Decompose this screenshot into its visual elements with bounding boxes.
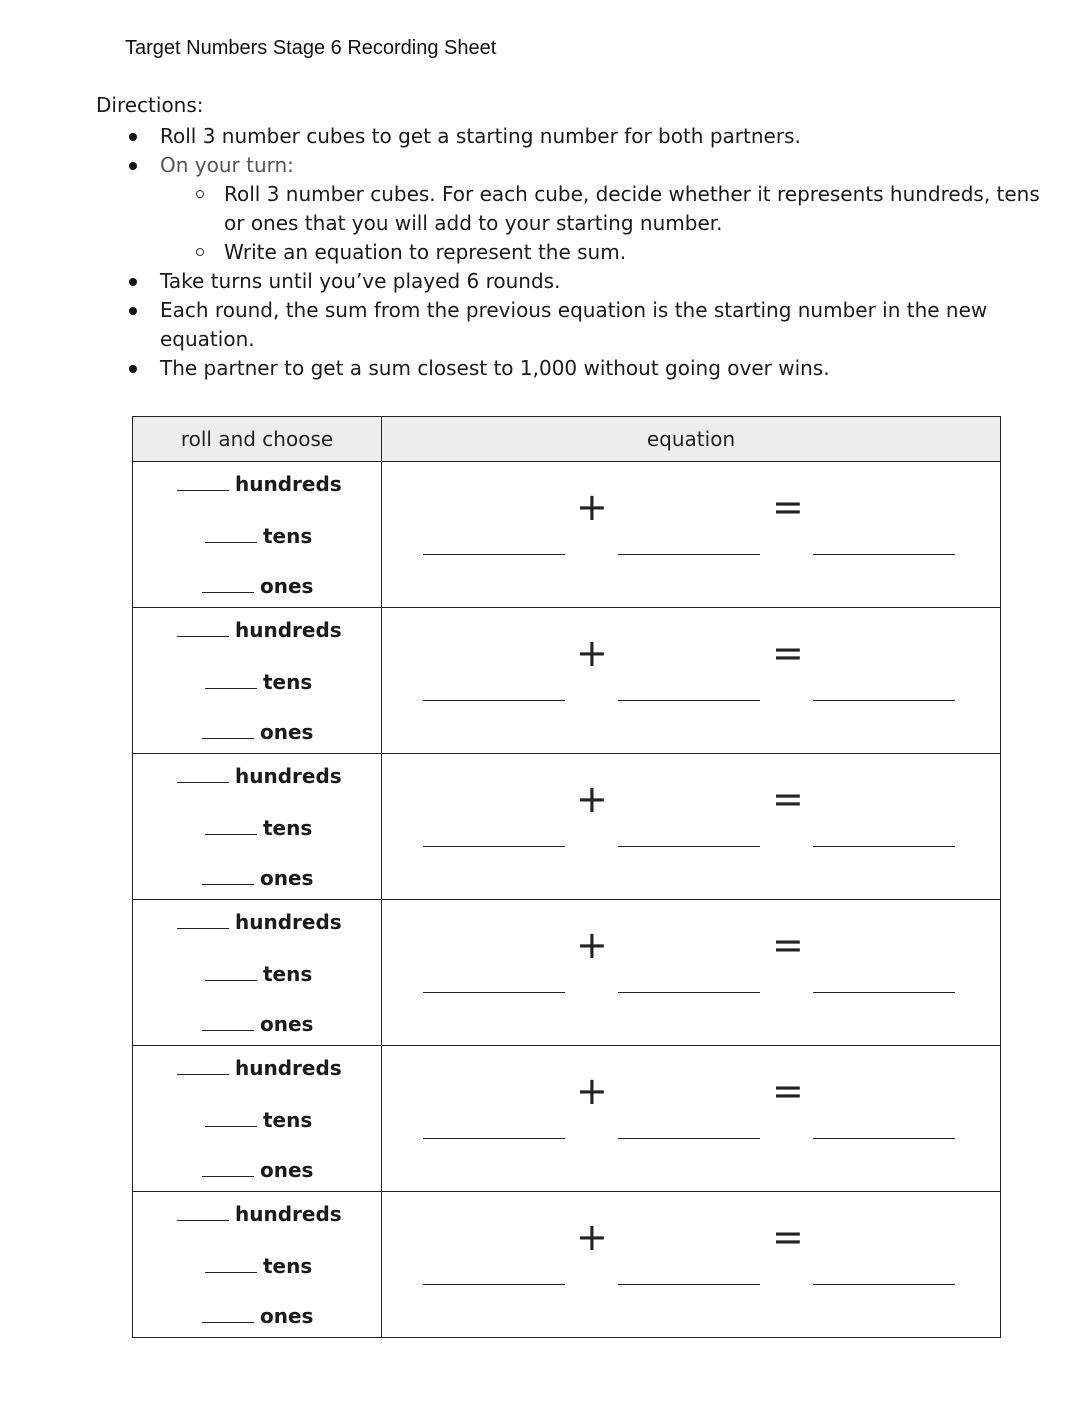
equation-cell: [382, 462, 1001, 608]
equals-sign: =: [772, 631, 804, 675]
addend-two-blank[interactable]: [618, 1138, 760, 1139]
hundreds-blank[interactable]: [177, 1219, 229, 1221]
hundreds-label: hundreds: [235, 910, 342, 934]
plus-sign: +: [576, 777, 608, 821]
hundreds-entry: [177, 1202, 342, 1226]
tens-entry: [205, 524, 312, 548]
directions-label: Directions:: [96, 93, 204, 117]
hundreds-blank[interactable]: [177, 635, 229, 637]
addend-one-blank[interactable]: [423, 1284, 565, 1285]
tens-label: tens: [263, 962, 313, 986]
ones-label: ones: [260, 1012, 314, 1036]
direction-item: The partner to get a sum closest to 1,000 without going over wins.: [96, 354, 1056, 383]
ones-blank[interactable]: [202, 1029, 254, 1031]
ones-entry: [202, 720, 313, 744]
hundreds-label: hundreds: [235, 472, 342, 496]
roll-cell: [133, 462, 382, 608]
addend-one-blank[interactable]: [423, 554, 565, 555]
addend-two-blank[interactable]: [618, 700, 760, 701]
hundreds-blank[interactable]: [177, 781, 229, 783]
bullet-icon: [129, 307, 137, 315]
plus-sign: +: [576, 485, 608, 529]
tens-label: tens: [263, 816, 313, 840]
addend-two-blank[interactable]: [618, 992, 760, 993]
hundreds-blank[interactable]: [177, 927, 229, 929]
sum-blank[interactable]: [813, 1284, 955, 1285]
plus-sign: +: [576, 923, 608, 967]
addend-one-blank[interactable]: [423, 1138, 565, 1139]
hundreds-entry: [177, 764, 342, 788]
tens-label: tens: [263, 1254, 313, 1278]
table-row: [133, 754, 1001, 900]
tens-entry: [205, 1108, 312, 1132]
ones-entry: [202, 866, 313, 890]
tens-blank[interactable]: [205, 833, 257, 835]
roll-cell: [133, 754, 382, 900]
direction-subitem: Write an equation to represent the sum.: [160, 238, 1056, 267]
roll-cell: [133, 1046, 382, 1192]
ones-label: ones: [260, 1304, 314, 1328]
ones-blank[interactable]: [202, 1175, 254, 1177]
directions-list: [96, 122, 1056, 383]
tens-blank[interactable]: [205, 1271, 257, 1273]
equation-cell: [382, 608, 1001, 754]
hundreds-blank[interactable]: [177, 489, 229, 491]
tens-blank[interactable]: [205, 687, 257, 689]
direction-item: Each round, the sum from the previous equation is the starting number in the new equation.: [96, 296, 1056, 354]
addend-one-blank[interactable]: [423, 992, 565, 993]
recording-table: [132, 416, 1001, 1338]
ones-blank[interactable]: [202, 1321, 254, 1323]
bullet-icon: [129, 162, 137, 170]
ones-label: ones: [260, 574, 314, 598]
equation-cell: [382, 754, 1001, 900]
header-roll-and-choose: roll and choose: [133, 417, 382, 462]
ones-label: ones: [260, 1158, 314, 1182]
hundreds-entry: [177, 618, 342, 642]
table-header-row: [133, 417, 1001, 462]
equals-sign: =: [772, 777, 804, 821]
tens-entry: [205, 816, 312, 840]
sum-blank[interactable]: [813, 1138, 955, 1139]
sum-blank[interactable]: [813, 846, 955, 847]
hundreds-entry: [177, 910, 342, 934]
plus-sign: +: [576, 1069, 608, 1113]
bullet-icon: [129, 133, 137, 141]
direction-item: Roll 3 number cubes to get a starting number for both partners.: [96, 122, 1056, 151]
ones-blank[interactable]: [202, 591, 254, 593]
table-row: [133, 462, 1001, 608]
equals-sign: =: [772, 923, 804, 967]
tens-blank[interactable]: [205, 541, 257, 543]
tens-label: tens: [263, 670, 313, 694]
hundreds-entry: [177, 1056, 342, 1080]
circle-bullet-icon: [196, 248, 204, 256]
table-row: [133, 900, 1001, 1046]
roll-cell: [133, 1192, 382, 1338]
bullet-icon: [129, 278, 137, 286]
equals-sign: =: [772, 1215, 804, 1259]
ones-entry: [202, 1158, 313, 1182]
roll-cell: [133, 608, 382, 754]
ones-entry: [202, 1012, 313, 1036]
tens-blank[interactable]: [205, 1125, 257, 1127]
addend-two-blank[interactable]: [618, 846, 760, 847]
sum-blank[interactable]: [813, 700, 955, 701]
tens-entry: [205, 1254, 312, 1278]
header-equation: equation: [382, 417, 1001, 462]
plus-sign: +: [576, 1215, 608, 1259]
direction-item: On your turn: Roll 3 number cubes. For each cube, decide whether it represents hundreds, tens or ones that you will add to your starting number. Write an equation to represent the sum.: [96, 151, 1056, 267]
hundreds-label: hundreds: [235, 764, 342, 788]
hundreds-label: hundreds: [235, 1056, 342, 1080]
addend-one-blank[interactable]: [423, 846, 565, 847]
direction-item: Take turns until you’ve played 6 rounds.: [96, 267, 1056, 296]
tens-entry: [205, 962, 312, 986]
equation-cell: [382, 1192, 1001, 1338]
direction-sublist: [160, 180, 1056, 267]
ones-entry: [202, 1304, 313, 1328]
addend-two-blank[interactable]: [618, 1284, 760, 1285]
ones-label: ones: [260, 720, 314, 744]
equals-sign: =: [772, 485, 804, 529]
hundreds-label: hundreds: [235, 618, 342, 642]
sum-blank[interactable]: [813, 554, 955, 555]
hundreds-blank[interactable]: [177, 1073, 229, 1075]
page-title: Target Numbers Stage 6 Recording Sheet: [125, 37, 497, 59]
table-row: [133, 608, 1001, 754]
roll-cell: [133, 900, 382, 1046]
addend-two-blank[interactable]: [618, 554, 760, 555]
ones-label: ones: [260, 866, 314, 890]
ones-blank[interactable]: [202, 737, 254, 739]
tens-entry: [205, 670, 312, 694]
direction-subitem: Roll 3 number cubes. For each cube, decide whether it represents hundreds, tens or ones that you will add to your starting number.: [160, 180, 1056, 238]
hundreds-entry: [177, 472, 342, 496]
bullet-icon: [129, 365, 137, 373]
tens-label: tens: [263, 524, 313, 548]
ones-blank[interactable]: [202, 883, 254, 885]
ones-entry: [202, 574, 313, 598]
hundreds-label: hundreds: [235, 1202, 342, 1226]
equals-sign: =: [772, 1069, 804, 1113]
equation-cell: [382, 1046, 1001, 1192]
circle-bullet-icon: [196, 190, 204, 198]
equation-cell: [382, 900, 1001, 1046]
tens-blank[interactable]: [205, 979, 257, 981]
addend-one-blank[interactable]: [423, 700, 565, 701]
plus-sign: +: [576, 631, 608, 675]
sum-blank[interactable]: [813, 992, 955, 993]
table-row: [133, 1192, 1001, 1338]
table-row: [133, 1046, 1001, 1192]
tens-label: tens: [263, 1108, 313, 1132]
